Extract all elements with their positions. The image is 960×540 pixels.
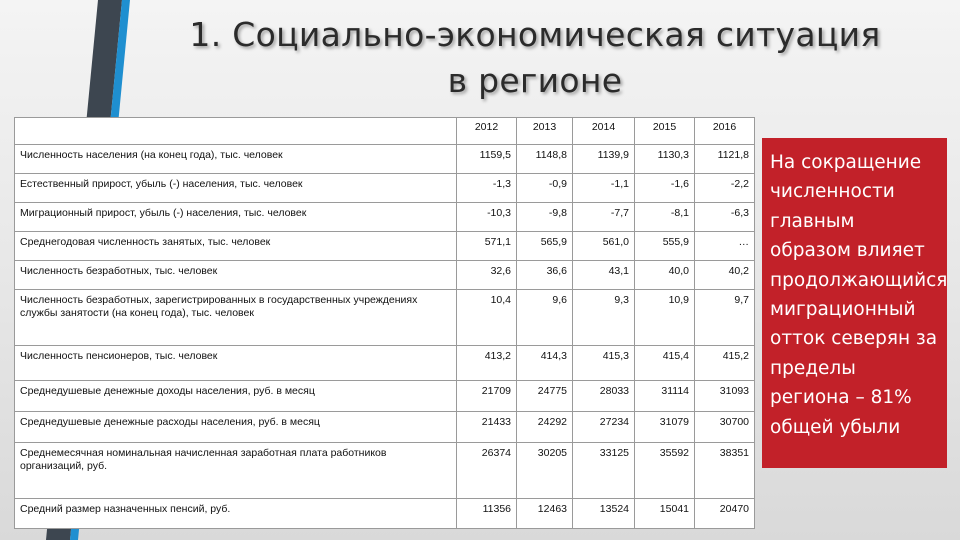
row-value: 24775 bbox=[517, 381, 573, 412]
row-value: 561,0 bbox=[573, 232, 635, 261]
table-row bbox=[15, 203, 755, 232]
row-value: 10,4 bbox=[457, 290, 517, 346]
row-label: Численность населения (на конец года), тыс. человек bbox=[15, 145, 457, 174]
table-row bbox=[15, 381, 755, 412]
row-value: -7,7 bbox=[573, 203, 635, 232]
callout-note bbox=[762, 138, 947, 468]
row-value: 1159,5 bbox=[457, 145, 517, 174]
table-header-row bbox=[15, 118, 755, 145]
row-value: -6,3 bbox=[695, 203, 755, 232]
row-value: 35592 bbox=[635, 443, 695, 499]
row-value: -8,1 bbox=[635, 203, 695, 232]
year-header-2016: 2016 bbox=[695, 118, 755, 145]
row-value: 27234 bbox=[573, 412, 635, 443]
row-value: 1139,9 bbox=[573, 145, 635, 174]
row-value: -9,8 bbox=[517, 203, 573, 232]
row-value: 40,0 bbox=[635, 261, 695, 290]
row-label: Среднедушевые денежные расходы населения, руб. в месяц bbox=[15, 412, 457, 443]
table-row bbox=[15, 443, 755, 499]
row-value: 32,6 bbox=[457, 261, 517, 290]
row-label: Среднегодовая численность занятых, тыс. человек bbox=[15, 232, 457, 261]
row-value: 43,1 bbox=[573, 261, 635, 290]
table-row bbox=[15, 232, 755, 261]
row-value: 1148,8 bbox=[517, 145, 573, 174]
row-value: 555,9 bbox=[635, 232, 695, 261]
row-value: -10,3 bbox=[457, 203, 517, 232]
callout-note-text: На сокращение численности главным образом влияет продолжающийся миграционный отток северян за пределы региона – 81% общей убыли bbox=[770, 152, 948, 438]
table-row bbox=[15, 174, 755, 203]
row-value: 38351 bbox=[695, 443, 755, 499]
row-label: Численность безработных, тыс. человек bbox=[15, 261, 457, 290]
row-value: 415,3 bbox=[573, 346, 635, 381]
row-value: 28033 bbox=[573, 381, 635, 412]
row-label: Естественный прирост, убыль (-) населения, тыс. человек bbox=[15, 174, 457, 203]
row-value: 30700 bbox=[695, 412, 755, 443]
row-label: Численность пенсионеров, тыс. человек bbox=[15, 346, 457, 381]
row-value: 20470 bbox=[695, 499, 755, 529]
page-title bbox=[140, 12, 930, 104]
table-row bbox=[15, 346, 755, 381]
row-value: … bbox=[695, 232, 755, 261]
row-value: 30205 bbox=[517, 443, 573, 499]
row-value: 21433 bbox=[457, 412, 517, 443]
row-value: 10,9 bbox=[635, 290, 695, 346]
row-value: 26374 bbox=[457, 443, 517, 499]
header-empty-cell bbox=[15, 118, 457, 145]
row-value: 21709 bbox=[457, 381, 517, 412]
row-value: 1130,3 bbox=[635, 145, 695, 174]
row-label: Численность безработных, зарегистрированных в государственных учреждениях службы занятости (на конец года), тыс. человек bbox=[15, 290, 457, 346]
row-value: 15041 bbox=[635, 499, 695, 529]
row-value: 565,9 bbox=[517, 232, 573, 261]
table-row bbox=[15, 261, 755, 290]
row-value: 31093 bbox=[695, 381, 755, 412]
row-label: Среднемесячная номинальная начисленная заработная плата работников организаций, руб. bbox=[15, 443, 457, 499]
row-value: 36,6 bbox=[517, 261, 573, 290]
row-value: 33125 bbox=[573, 443, 635, 499]
year-header-2015: 2015 bbox=[635, 118, 695, 145]
table-row bbox=[15, 145, 755, 174]
page-title-line-1: 1. Социально-экономическая ситуация bbox=[189, 15, 881, 54]
row-value: 40,2 bbox=[695, 261, 755, 290]
year-header-2013: 2013 bbox=[517, 118, 573, 145]
row-value: 31114 bbox=[635, 381, 695, 412]
table-row bbox=[15, 499, 755, 529]
row-value: 31079 bbox=[635, 412, 695, 443]
row-label: Среднедушевые денежные доходы населения, руб. в месяц bbox=[15, 381, 457, 412]
row-label: Миграционный прирост, убыль (-) населения, тыс. человек bbox=[15, 203, 457, 232]
row-value: 571,1 bbox=[457, 232, 517, 261]
row-value: 9,7 bbox=[695, 290, 755, 346]
row-value: 415,2 bbox=[695, 346, 755, 381]
row-value: 24292 bbox=[517, 412, 573, 443]
row-value: -1,1 bbox=[573, 174, 635, 203]
table-row bbox=[15, 412, 755, 443]
row-value: 11356 bbox=[457, 499, 517, 529]
statistics-table bbox=[14, 117, 755, 529]
row-value: -1,3 bbox=[457, 174, 517, 203]
row-value: 12463 bbox=[517, 499, 573, 529]
row-value: 9,6 bbox=[517, 290, 573, 346]
page-title-line-2: в регионе bbox=[447, 61, 623, 100]
year-header-2012: 2012 bbox=[457, 118, 517, 145]
row-value: 9,3 bbox=[573, 290, 635, 346]
row-value: -1,6 bbox=[635, 174, 695, 203]
row-label: Средний размер назначенных пенсий, руб. bbox=[15, 499, 457, 529]
year-header-2014: 2014 bbox=[573, 118, 635, 145]
row-value: 415,4 bbox=[635, 346, 695, 381]
row-value: -2,2 bbox=[695, 174, 755, 203]
table-row bbox=[15, 290, 755, 346]
row-value: 413,2 bbox=[457, 346, 517, 381]
row-value: -0,9 bbox=[517, 174, 573, 203]
row-value: 1121,8 bbox=[695, 145, 755, 174]
row-value: 13524 bbox=[573, 499, 635, 529]
row-value: 414,3 bbox=[517, 346, 573, 381]
